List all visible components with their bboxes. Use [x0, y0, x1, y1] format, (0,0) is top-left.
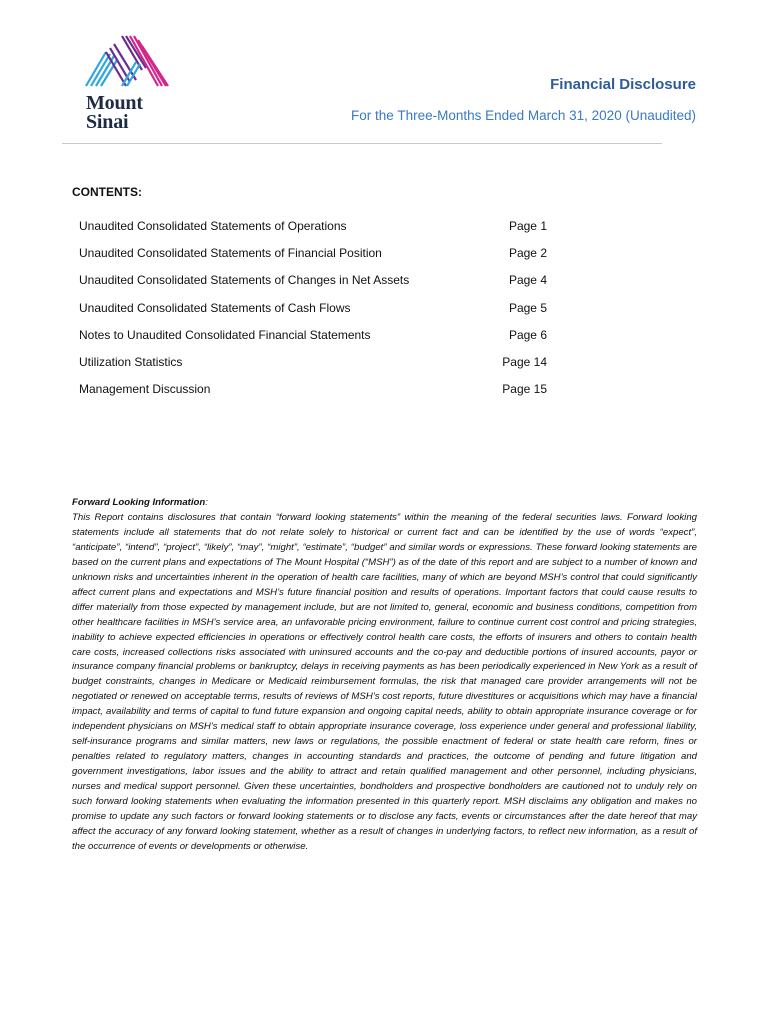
toc-row-operations: [79, 219, 549, 246]
toc-title: Management Discussion: [79, 382, 211, 397]
toc-row-management-discussion: [79, 382, 549, 409]
toc-row-financial-position: [79, 246, 549, 273]
toc-title: Unaudited Consolidated Statements of Operations: [79, 219, 347, 233]
toc-page: Page 5: [508, 300, 547, 315]
toc-page: Page 1: [508, 219, 547, 233]
logo-wordmark-line1: Mount: [86, 92, 143, 114]
toc-page: Page 2: [508, 246, 547, 261]
forward-looking-body: This Report contains disclosures that contain “forward looking statements” within the meaning of the federal securities laws. Forward looking statements include all statements that do not relate solely to historical or current fact and can be identified by the use of words “expect”, “anticipate”, “intend”, “project”, “likely”, “may”, “might”, “estimate”, “budget” and similar words or expressions. These forward looking statements are based on the current plans and expectations of The Mount Hospital (“MSH”) as of the date of this report and are subject to a number of known and unknown risks and uncertainties inherent in the operation of health care facilities, many of which are beyond MSH’s control that could significantly affect current plans and expectations and MSH’s future financial position and results of operations. Important factors that could cause results to differ materially from those expected by management include, but are not limited to, general, economic and business conditions, competition from other healthcare facilities in MSH’s service area, an unfavorable pricing environment, failure to continue current cost control and pricing strategies, inability to achieve expected efficiencies in operations or effectively control health care costs, the efforts of insurers and others to contain health care costs, increased collections risks associated with uninsured accounts and the co-pay and deductible portions of insured accounts, payor or insurance company financial problems or bankruptcy, delays in receiving payments as has been periodically experienced in New York as a result of budget constraints, changes in Medicare or Medicaid reimbursement formulas, the risk that managed care provider arrangements will not be negotiated or renewed on acceptable terms, results of reviews of MSH’s cost reports, future divestitures or acquisitions which may have a financial impact, availability and terms of capital to fund future expansion and ongoing capital needs, ability to obtain appropriate insurance coverage or for independent physicians on MSH’s medical staff to obtain appropriate insurance coverage, loss experience under general and professional liability, self-insurance programs and similar matters, new laws or regulations, the possible enactment of federal or state health care reform, fines or penalties related to regulatory matters, changes in accounting standards and practices, the outcome of pending and future litigation and government investigations, labor issues and the ability to attract and retain qualified management and other personnel, including physicians, nurses and medical support personnel. Given these uncertainties, bondholders and prospective bondholders are cautioned not to unduly rely on such forward looking statements when evaluating the information presented in this quarterly report. MSH disclaims any obligation and makes no promise to update any such factors or forward looking statements or to disclose any facts, events or circumstances after the date hereof that may affect the accuracy of any forward looking statement, whether as a result of changes in underlying factors, to reflect new information, as a result of the occurrence of events or developments or otherwise.: [72, 511, 697, 852]
forward-looking-information: [72, 496, 697, 855]
toc-row-notes: [79, 328, 549, 355]
header-divider: [62, 143, 662, 144]
forward-looking-heading: Forward Looking Information: [72, 497, 206, 508]
table-of-contents: [79, 219, 549, 409]
toc-title: Utilization Statistics: [79, 354, 183, 369]
logo-wordmark: [86, 94, 143, 132]
toc-page: Page 4: [508, 273, 547, 288]
toc-row-changes-in-net-assets: [79, 273, 549, 300]
forward-looking-heading-colon: :: [205, 497, 208, 508]
toc-page: Page 14: [502, 354, 547, 369]
toc-title: Unaudited Consolidated Statements of Financial Position: [79, 246, 382, 261]
logo-wordmark-line2: Sinai: [86, 111, 129, 133]
mount-sinai-logo-mark: [84, 34, 174, 90]
toc-row-cash-flows: [79, 301, 549, 328]
toc-page: Page 6: [508, 327, 547, 342]
toc-title: Notes to Unaudited Consolidated Financial Statements: [79, 327, 371, 342]
document-period: For the Three-Months Ended March 31, 2020 (Unaudited): [351, 108, 696, 123]
toc-page: Page 15: [502, 382, 547, 397]
contents-heading: CONTENTS:: [72, 185, 142, 199]
forward-looking-heading-line: [72, 496, 697, 511]
toc-title: Unaudited Consolidated Statements of Changes in Net Assets: [79, 273, 410, 288]
toc-title: Unaudited Consolidated Statements of Cash Flows: [79, 300, 351, 315]
mount-sinai-logo: [84, 34, 174, 140]
toc-row-utilization-statistics: [79, 355, 549, 382]
document-title: Financial Disclosure: [550, 76, 696, 93]
